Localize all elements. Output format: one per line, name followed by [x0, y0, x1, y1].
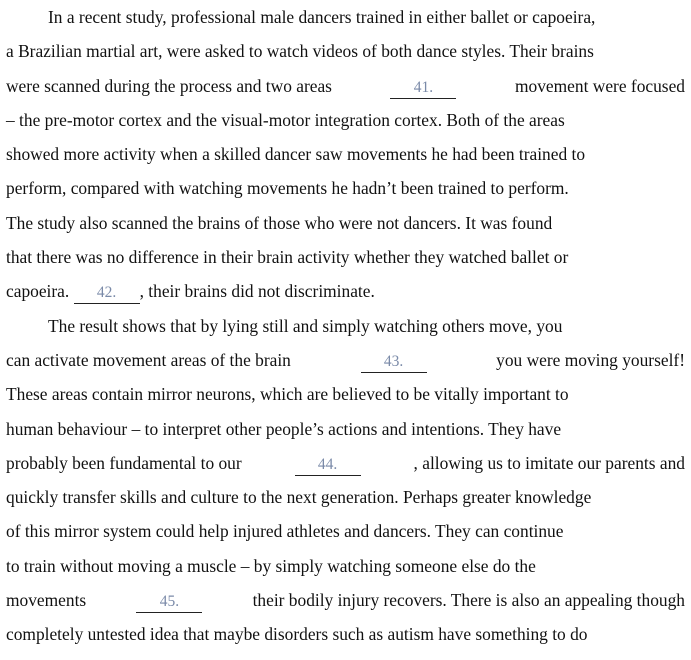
- passage-line-7: [6, 211, 685, 245]
- line-text: quickly transfer skills and culture to the next generation. Perhaps greater knowledge: [6, 487, 592, 508]
- line-text: can activate movement areas of the brain: [6, 349, 291, 370]
- answer-blank-41[interactable]: 41.: [390, 78, 456, 99]
- passage-line-6: [6, 176, 685, 210]
- answer-blank-44[interactable]: 44.: [295, 455, 361, 476]
- passage-line-15: [6, 485, 685, 519]
- line-text: – the pre-motor cortex and the visual-motor integration cortex. Both of the areas: [6, 109, 565, 130]
- line-text: showed more activity when a skilled dancer saw movements he had been trained to: [6, 144, 586, 165]
- passage-line-11: [6, 348, 685, 382]
- passage-line-19: [6, 622, 685, 656]
- line-text: a Brazilian martial art, were asked to watch videos of both dance styles. Their brains: [6, 41, 594, 62]
- line-text: These areas contain mirror neurons, which are believed to be vitally important to: [6, 384, 569, 405]
- line-text: were scanned during the process and two areas: [6, 75, 332, 96]
- passage-line-16: [6, 519, 685, 553]
- line-text: their bodily injury recovers. There is also an appealing though: [252, 590, 685, 611]
- passage-line-13: [6, 417, 685, 451]
- passage-line-18: [6, 588, 685, 622]
- passage-line-2: [6, 39, 685, 73]
- passage-line-9: [6, 279, 685, 313]
- line-text: movement were focused: [515, 75, 685, 96]
- line-text: probably been fundamental to our: [6, 452, 242, 473]
- line-text: In a recent study, professional male dancers trained in either ballet or capoeira,: [48, 7, 596, 27]
- line-text: , their brains did not discriminate.: [139, 281, 375, 302]
- passage-line-3: [6, 74, 685, 108]
- line-text: you were moving yourself!: [496, 349, 685, 370]
- passage-line-17: [6, 554, 685, 588]
- line-text: human behaviour – to interpret other people’s actions and intentions. They have: [6, 418, 562, 439]
- passage-line-4: [6, 108, 685, 142]
- line-text: , allowing us to imitate our parents and: [413, 452, 685, 473]
- passage-line-5: [6, 142, 685, 176]
- passage: [6, 5, 685, 657]
- passage-line-8: [6, 245, 685, 279]
- passage-line-10: [6, 314, 685, 348]
- line-text: The study also scanned the brains of those who were not dancers. It was found: [6, 212, 553, 233]
- answer-blank-45[interactable]: 45.: [136, 592, 202, 613]
- passage-line-12: [6, 382, 685, 416]
- line-text: completely untested idea that maybe disorders such as autism have something to do: [6, 624, 588, 645]
- line-text: to train without moving a muscle – by simply watching someone else do the: [6, 555, 536, 576]
- passage-line-1: [6, 5, 685, 39]
- passage-line-14: [6, 451, 685, 485]
- line-text: that there was no difference in their brain activity whether they watched ballet or: [6, 247, 569, 268]
- line-text: capoeira.: [6, 281, 70, 302]
- line-text: movements: [6, 590, 87, 611]
- answer-blank-43[interactable]: 43.: [361, 352, 427, 373]
- answer-blank-42[interactable]: 42.: [74, 283, 140, 304]
- line-text: of this mirror system could help injured athletes and dancers. They can continue: [6, 521, 564, 542]
- line-text: The result shows that by lying still and simply watching others move, you: [48, 315, 563, 336]
- line-text: perform, compared with watching movements he hadn’t been trained to perform.: [6, 178, 569, 199]
